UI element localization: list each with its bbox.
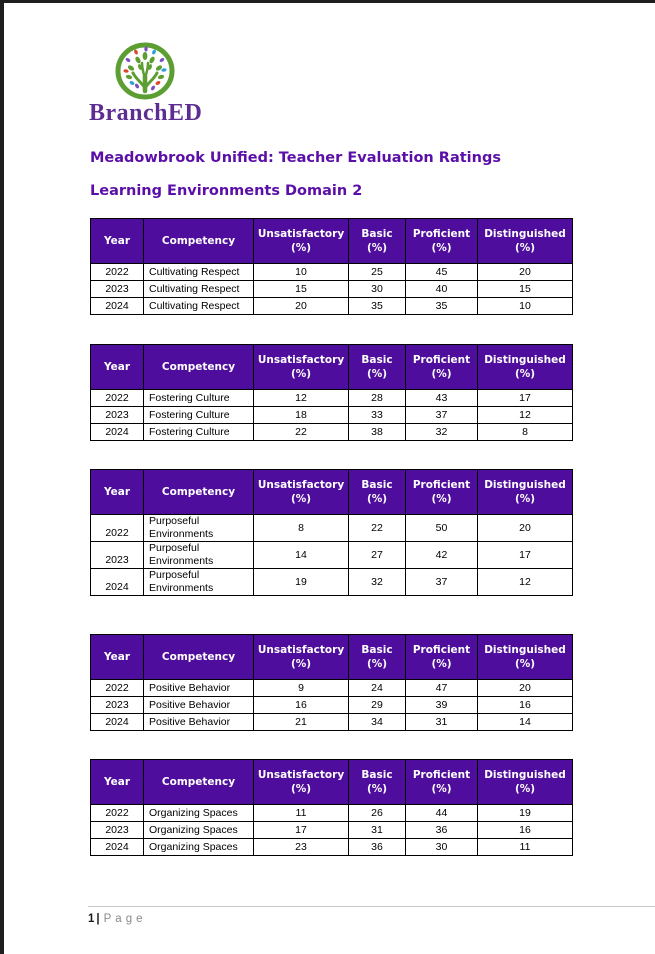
year-cell: 2024	[91, 298, 144, 315]
proficient-cell: 36	[406, 822, 478, 839]
competency-cell: Positive Behavior	[144, 714, 254, 731]
column-header: Competency	[144, 470, 254, 515]
proficient-cell: 37	[406, 569, 478, 596]
basic-cell: 32	[349, 569, 406, 596]
year-cell: 2023	[91, 697, 144, 714]
year-cell: 2022	[91, 805, 144, 822]
table-row	[91, 281, 573, 298]
competency-cell: Positive Behavior	[144, 697, 254, 714]
proficient-cell: 37	[406, 407, 478, 424]
column-header: Proficient (%)	[406, 635, 478, 680]
proficient-cell: 42	[406, 542, 478, 569]
header-row	[91, 760, 573, 805]
distinguished-cell: 8	[478, 424, 573, 441]
column-header: Basic (%)	[349, 635, 406, 680]
year-cell: 2024	[91, 424, 144, 441]
proficient-cell: 30	[406, 839, 478, 856]
branched-tree-logo-icon	[113, 42, 177, 104]
basic-cell: 38	[349, 424, 406, 441]
column-header: Basic (%)	[349, 760, 406, 805]
year-cell: 2024	[91, 714, 144, 731]
proficient-cell: 45	[406, 264, 478, 281]
column-header: Unsatisfactory (%)	[254, 219, 349, 264]
column-header: Proficient (%)	[406, 760, 478, 805]
page-edge-left	[0, 0, 4, 954]
header-row	[91, 635, 573, 680]
table-row	[91, 390, 573, 407]
distinguished-cell: 12	[478, 407, 573, 424]
page-edge-top	[0, 0, 655, 3]
table-row	[91, 805, 573, 822]
competency-cell: Fostering Culture	[144, 390, 254, 407]
proficient-cell: 32	[406, 424, 478, 441]
competency-cell: Fostering Culture	[144, 407, 254, 424]
unsatisfactory-cell: 15	[254, 281, 349, 298]
ratings-table-5	[90, 759, 572, 856]
distinguished-cell: 17	[478, 542, 573, 569]
basic-cell: 31	[349, 822, 406, 839]
basic-cell: 33	[349, 407, 406, 424]
column-header: Distinguished (%)	[478, 219, 573, 264]
unsatisfactory-cell: 12	[254, 390, 349, 407]
column-header: Distinguished (%)	[478, 635, 573, 680]
competency-cell: Cultivating Respect	[144, 264, 254, 281]
proficient-cell: 39	[406, 697, 478, 714]
distinguished-cell: 10	[478, 298, 573, 315]
competency-cell: Organizing Spaces	[144, 839, 254, 856]
column-header: Unsatisfactory (%)	[254, 635, 349, 680]
unsatisfactory-cell: 14	[254, 542, 349, 569]
proficient-cell: 50	[406, 515, 478, 542]
basic-cell: 36	[349, 839, 406, 856]
distinguished-cell: 20	[478, 264, 573, 281]
proficient-cell: 47	[406, 680, 478, 697]
year-cell: 2023	[91, 542, 144, 569]
table-row	[91, 542, 573, 569]
table-row	[91, 264, 573, 281]
proficient-cell: 40	[406, 281, 478, 298]
competency-cell: Cultivating Respect	[144, 298, 254, 315]
year-cell: 2023	[91, 822, 144, 839]
competency-cell: Organizing Spaces	[144, 805, 254, 822]
header-row	[91, 219, 573, 264]
year-cell: 2023	[91, 281, 144, 298]
distinguished-cell: 16	[478, 697, 573, 714]
year-cell: 2024	[91, 839, 144, 856]
year-cell: 2022	[91, 680, 144, 697]
page-number: 1	[88, 913, 95, 925]
document-subtitle: Learning Environments Domain 2	[90, 183, 363, 199]
column-header: Proficient (%)	[406, 345, 478, 390]
year-cell: 2024	[91, 569, 144, 596]
distinguished-cell: 19	[478, 805, 573, 822]
table-row	[91, 424, 573, 441]
column-header: Year	[91, 470, 144, 515]
basic-cell: 29	[349, 697, 406, 714]
column-header: Basic (%)	[349, 345, 406, 390]
column-header: Proficient (%)	[406, 219, 478, 264]
unsatisfactory-cell: 22	[254, 424, 349, 441]
proficient-cell: 43	[406, 390, 478, 407]
competency-cell: Purposeful Environments	[144, 515, 254, 542]
unsatisfactory-cell: 17	[254, 822, 349, 839]
column-header: Unsatisfactory (%)	[254, 345, 349, 390]
unsatisfactory-cell: 8	[254, 515, 349, 542]
column-header: Year	[91, 345, 144, 390]
unsatisfactory-cell: 23	[254, 839, 349, 856]
competency-cell: Positive Behavior	[144, 680, 254, 697]
column-header: Basic (%)	[349, 219, 406, 264]
column-header: Unsatisfactory (%)	[254, 470, 349, 515]
header-row	[91, 345, 573, 390]
unsatisfactory-cell: 11	[254, 805, 349, 822]
year-cell: 2022	[91, 264, 144, 281]
proficient-cell: 31	[406, 714, 478, 731]
table-row	[91, 714, 573, 731]
document-title: Meadowbrook Unified: Teacher Evaluation Ratings	[90, 150, 501, 166]
unsatisfactory-cell: 21	[254, 714, 349, 731]
ratings-table-1	[90, 218, 572, 315]
table-row	[91, 407, 573, 424]
table-row	[91, 697, 573, 714]
distinguished-cell: 15	[478, 281, 573, 298]
table-row	[91, 822, 573, 839]
table-row	[91, 298, 573, 315]
distinguished-cell: 16	[478, 822, 573, 839]
page-footer	[88, 906, 655, 925]
year-cell: 2022	[91, 390, 144, 407]
header-row	[91, 470, 573, 515]
year-cell: 2023	[91, 407, 144, 424]
basic-cell: 35	[349, 298, 406, 315]
distinguished-cell: 11	[478, 839, 573, 856]
competency-cell: Fostering Culture	[144, 424, 254, 441]
distinguished-cell: 12	[478, 569, 573, 596]
table-row	[91, 680, 573, 697]
column-header: Competency	[144, 345, 254, 390]
column-header: Unsatisfactory (%)	[254, 760, 349, 805]
ratings-table-4	[90, 634, 572, 731]
basic-cell: 24	[349, 680, 406, 697]
unsatisfactory-cell: 19	[254, 569, 349, 596]
basic-cell: 22	[349, 515, 406, 542]
year-cell: 2022	[91, 515, 144, 542]
unsatisfactory-cell: 10	[254, 264, 349, 281]
ratings-table-3	[90, 469, 572, 596]
basic-cell: 30	[349, 281, 406, 298]
brand-name: BranchED	[89, 100, 203, 126]
column-header: Year	[91, 219, 144, 264]
basic-cell: 26	[349, 805, 406, 822]
footer-page-label: Page	[103, 913, 147, 925]
basic-cell: 27	[349, 542, 406, 569]
table-row	[91, 569, 573, 596]
distinguished-cell: 20	[478, 515, 573, 542]
column-header: Proficient (%)	[406, 470, 478, 515]
column-header: Competency	[144, 635, 254, 680]
table-row	[91, 839, 573, 856]
unsatisfactory-cell: 16	[254, 697, 349, 714]
column-header: Basic (%)	[349, 470, 406, 515]
table-row	[91, 515, 573, 542]
basic-cell: 28	[349, 390, 406, 407]
competency-cell: Organizing Spaces	[144, 822, 254, 839]
competency-cell: Cultivating Respect	[144, 281, 254, 298]
column-header: Year	[91, 635, 144, 680]
column-header: Distinguished (%)	[478, 470, 573, 515]
column-header: Competency	[144, 760, 254, 805]
basic-cell: 25	[349, 264, 406, 281]
unsatisfactory-cell: 9	[254, 680, 349, 697]
footer-separator: |	[96, 913, 100, 925]
proficient-cell: 35	[406, 298, 478, 315]
column-header: Competency	[144, 219, 254, 264]
competency-cell: Purposeful Environments	[144, 569, 254, 596]
distinguished-cell: 20	[478, 680, 573, 697]
column-header: Distinguished (%)	[478, 345, 573, 390]
distinguished-cell: 17	[478, 390, 573, 407]
column-header: Year	[91, 760, 144, 805]
column-header: Distinguished (%)	[478, 760, 573, 805]
unsatisfactory-cell: 20	[254, 298, 349, 315]
distinguished-cell: 14	[478, 714, 573, 731]
competency-cell: Purposeful Environments	[144, 542, 254, 569]
unsatisfactory-cell: 18	[254, 407, 349, 424]
ratings-table-2	[90, 344, 572, 441]
basic-cell: 34	[349, 714, 406, 731]
proficient-cell: 44	[406, 805, 478, 822]
